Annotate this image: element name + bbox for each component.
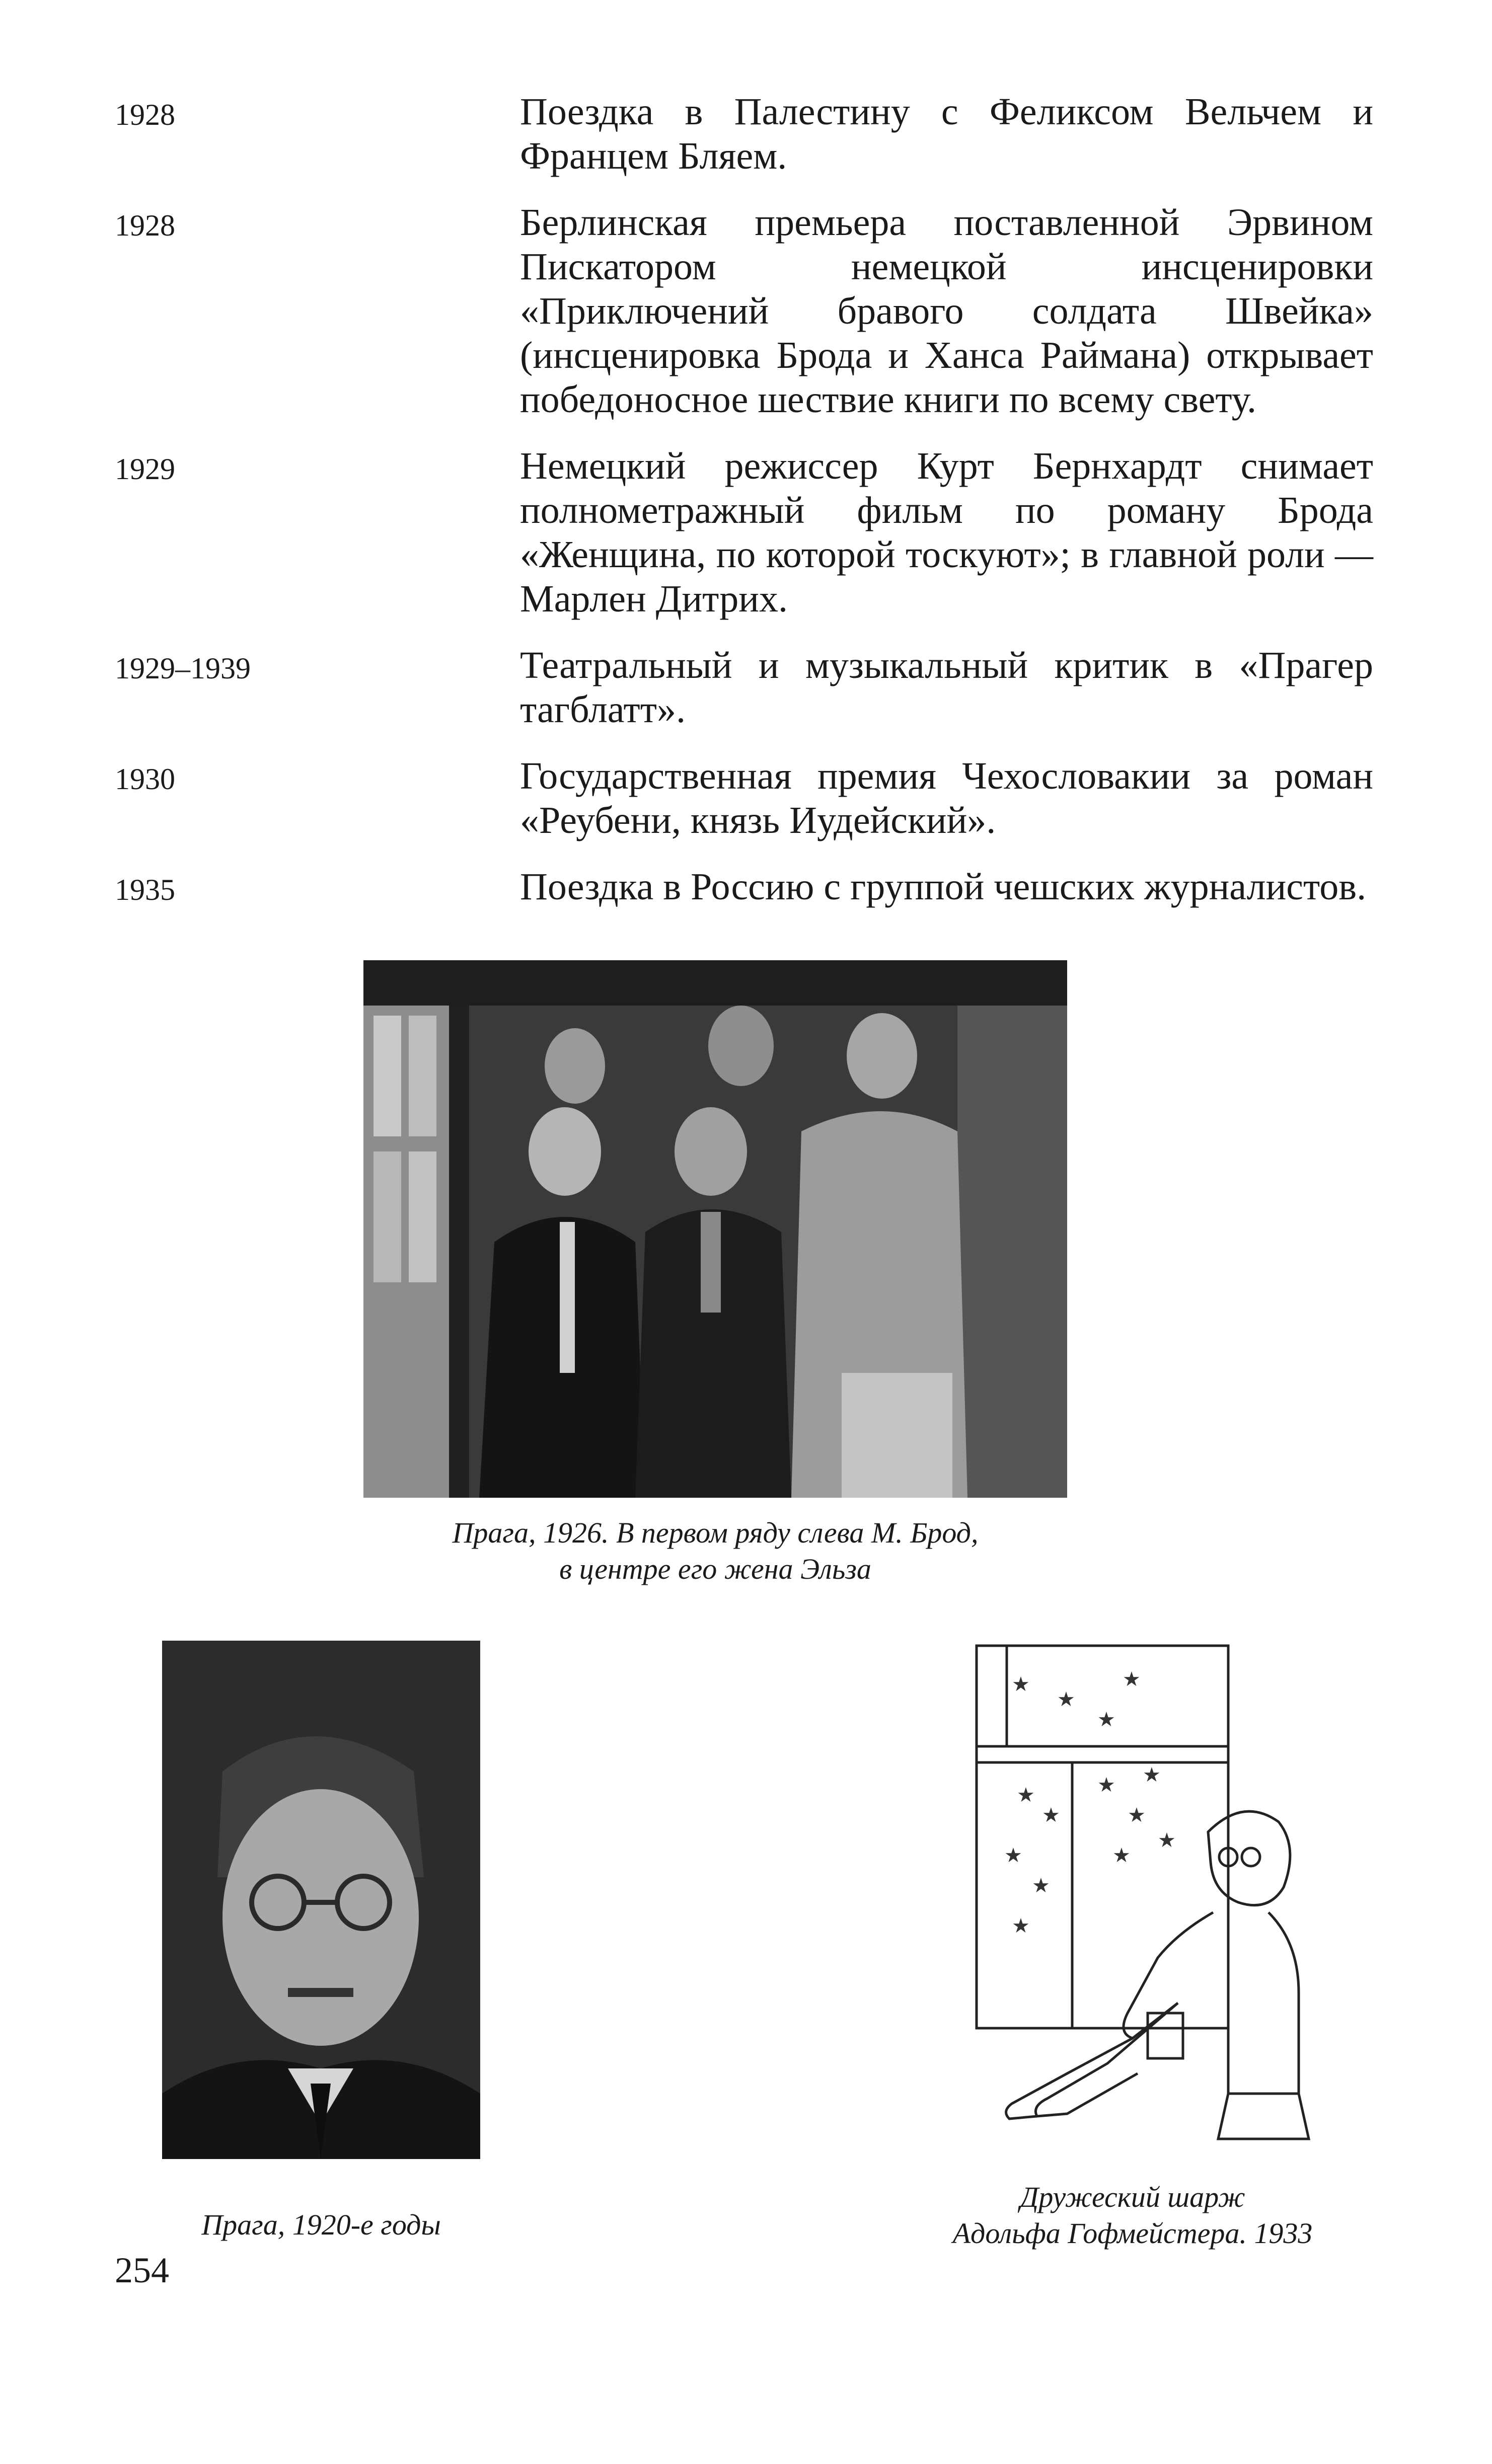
svg-text:★: ★ [1143, 1763, 1161, 1787]
svg-text:★: ★ [1017, 1784, 1035, 1807]
chronology-entry [115, 200, 1373, 422]
entry-year: 1928 [115, 98, 175, 131]
entry-text: Поездка в Россию с группой чешских журналистов. [520, 866, 1367, 908]
page-number: 254 [115, 2250, 169, 2290]
entry-text: Поездка в Палестину с Феликсом Вельчем и Францем Бляем. [520, 91, 1373, 177]
svg-text:★: ★ [1158, 1829, 1176, 1852]
entry-text: Государственная премия Чехословакии за роман «Реубени, князь Иудейский». [520, 755, 1373, 841]
caption-line: Дружеский шарж [1020, 2181, 1245, 2213]
svg-text:★: ★ [1057, 1688, 1075, 1711]
entry-year: 1928 [115, 209, 175, 242]
caption-line: Прага, 1926. В первом ряду слева М. Брод, [452, 1516, 979, 1549]
entry-text: Немецкий режиссер Курт Бернхардт снимает полнометражный фильм по роману Брода «Женщина, по которой тоскуют»; в главной роли — Марлен Дитрих. [520, 445, 1373, 620]
svg-text:★: ★ [1123, 1668, 1141, 1691]
svg-text:★: ★ [1097, 1774, 1115, 1797]
caption-line: Адольфа Гофмейстера. 1933 [952, 2217, 1313, 2250]
entry-year: 1935 [115, 873, 175, 906]
svg-text:★: ★ [1128, 1804, 1146, 1827]
caricature-drawing [916, 1631, 1319, 2154]
entry-text: Берлинская премьера поставленной Эрвином Пискатором немецкой инсценировки «Приключений бравого солдата Швейка» (инсценировка Брода и Ханса Раймана) открывает победоносное шествие книги по всему свету. [520, 201, 1373, 421]
caption-line: в центре его жена Эльза [559, 1553, 871, 1585]
group-photo-caption [363, 1515, 1067, 1587]
portrait-image [162, 1641, 480, 2159]
entry-text: Театральный и музыкальный критик в «Прагер тагблатт». [520, 644, 1373, 731]
group-photo [363, 960, 1067, 1498]
svg-text:★: ★ [1012, 1914, 1030, 1938]
entry-year: 1930 [115, 762, 175, 796]
chronology [115, 90, 1373, 933]
chronology-entry [115, 444, 1373, 621]
chronology-entry [115, 90, 1373, 178]
caricature-caption [906, 2179, 1359, 2252]
chronology-entry [115, 643, 1373, 732]
caption-line: Прага, 1920-е годы [201, 2208, 441, 2241]
svg-text:★: ★ [1012, 1673, 1030, 1696]
chronology-entry [115, 865, 1373, 911]
portrait-photo [162, 1641, 480, 2159]
entry-year: 1929–1939 [115, 652, 251, 685]
svg-text:★: ★ [1004, 1844, 1022, 1867]
svg-text:★: ★ [1042, 1804, 1060, 1827]
entry-year: 1929 [115, 452, 175, 486]
portrait-caption [162, 2207, 480, 2243]
svg-text:★: ★ [1112, 1844, 1131, 1867]
caricature-image [916, 1631, 1319, 2154]
svg-text:★: ★ [1097, 1708, 1115, 1731]
chronology-entry [115, 754, 1373, 842]
svg-text:★: ★ [1032, 1874, 1050, 1897]
group-photo-image [363, 960, 1067, 1498]
